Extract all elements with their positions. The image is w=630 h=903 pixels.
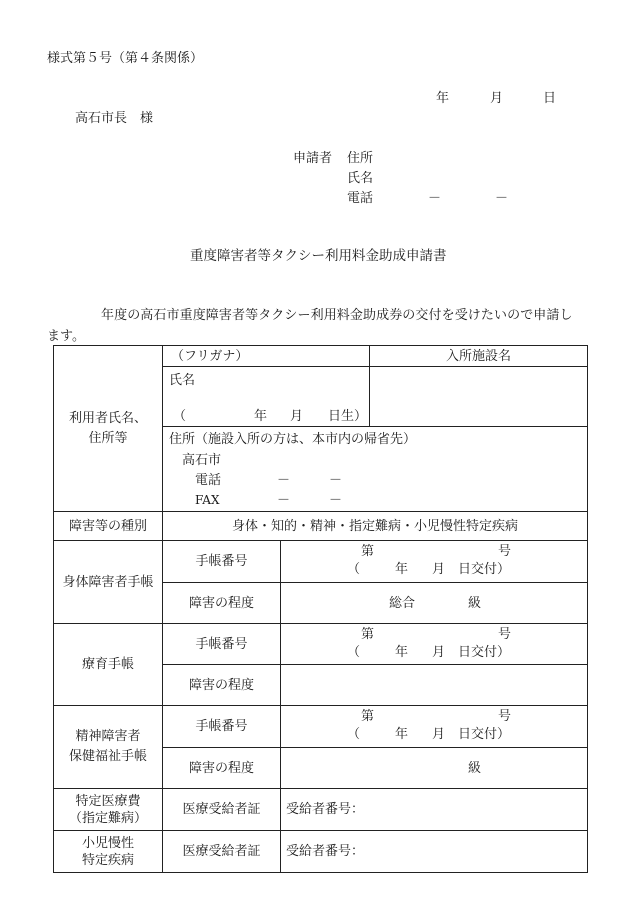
- table-row: [54, 831, 588, 873]
- pediatric-cert-label: 医療受給者証: [163, 831, 281, 873]
- document-title: 重度障害者等タクシー利用料金助成申請書: [190, 248, 447, 264]
- physical-year: 年: [395, 562, 409, 577]
- table-row: [54, 624, 588, 665]
- table-row: [54, 541, 588, 583]
- date-year-label: 年: [436, 91, 450, 106]
- mental-degree-field[interactable]: [281, 748, 588, 789]
- ryoiku-degree-field[interactable]: [281, 665, 588, 706]
- pediatric-field[interactable]: [281, 831, 588, 873]
- birth-day-label: 日生）: [328, 409, 368, 424]
- mental-dai: 第: [361, 709, 375, 724]
- user-label-line-2: 住所等: [88, 430, 128, 446]
- ryoiku-handbook-label: 療育手帳: [54, 624, 163, 706]
- table-row: [54, 706, 588, 748]
- mental-number-field[interactable]: [281, 706, 588, 748]
- pediatric-line-1: 小児慢性: [81, 835, 134, 851]
- facility-name-field[interactable]: [370, 367, 588, 427]
- mental-label-line-2: 保健福祉手帳: [68, 749, 147, 764]
- physical-dai: 第: [361, 544, 375, 559]
- user-fax-label: FAX: [195, 493, 220, 507]
- physical-issued: 日交付）: [458, 562, 511, 577]
- birth-year-label: 年: [254, 409, 268, 424]
- ryoiku-dai: 第: [361, 627, 375, 642]
- mental-label-line-1: 精神障害者: [75, 729, 141, 744]
- birth-open-paren: （: [173, 409, 187, 424]
- physical-go: 号: [498, 544, 512, 559]
- specific-medical-cert-label: 医療受給者証: [163, 789, 281, 831]
- facility-name-header: 入所施設名: [370, 346, 588, 367]
- applicant-phone-label: 電話: [347, 191, 374, 206]
- addressee: 高石市長 様: [75, 111, 154, 126]
- table-row: [54, 346, 588, 367]
- pediatric-recipient-label: 受給者番号：: [286, 844, 365, 859]
- ryoiku-year: 年: [395, 645, 409, 660]
- application-table: [53, 345, 588, 873]
- furigana-label: （フリガナ）: [171, 348, 249, 364]
- intro-line-2: ます。: [47, 329, 85, 344]
- specific-medical-line-1: 特定医療費: [75, 793, 141, 809]
- user-label-line-1: 利用者氏名、: [68, 410, 147, 426]
- birth-month-label: 月: [290, 409, 304, 424]
- user-fax-dash-2: －: [329, 493, 343, 508]
- applicant-name-label: 氏名: [347, 171, 374, 186]
- ryoiku-month: 月: [432, 645, 446, 660]
- physical-kyu: 級: [468, 596, 482, 611]
- user-address-cell[interactable]: [163, 427, 588, 512]
- date-month-label: 月: [490, 91, 504, 106]
- ryoiku-number-field[interactable]: [281, 624, 588, 665]
- phone-dash-1: －: [428, 191, 442, 206]
- mental-month: 月: [432, 727, 446, 742]
- mental-degree-label: 障害の程度: [163, 748, 281, 789]
- specific-medical-label-cell: [54, 789, 163, 831]
- physical-number-field[interactable]: [281, 541, 588, 583]
- ryoiku-number-label: 手帳番号: [163, 624, 281, 665]
- physical-degree-label: 障害の程度: [163, 583, 281, 624]
- table-row: [54, 789, 588, 831]
- mental-year: 年: [395, 727, 409, 742]
- furigana-cell[interactable]: [163, 346, 370, 367]
- address-label: 住所（施設入所の方は、本市内の帰省先）: [169, 432, 417, 447]
- user-phone-label: 電話: [195, 473, 222, 488]
- mental-kyu: 級: [468, 761, 482, 776]
- ryoiku-open-paren: （: [347, 645, 361, 660]
- mental-go: 号: [498, 709, 512, 724]
- specific-medical-line-2: （指定難病）: [68, 810, 147, 826]
- physical-number-label: 手帳番号: [163, 541, 281, 583]
- physical-handbook-label: 身体障害者手帳: [54, 541, 163, 624]
- specific-medical-field[interactable]: [281, 789, 588, 831]
- form-number: 様式第５号（第４条関係）: [47, 51, 204, 66]
- ryoiku-issued: 日交付）: [458, 645, 511, 660]
- applicant-address-label: 住所: [347, 151, 374, 166]
- disability-type-label: 障害等の種別: [54, 512, 163, 541]
- mental-issued: 日交付）: [458, 727, 511, 742]
- physical-month: 月: [432, 562, 446, 577]
- specific-medical-recipient-label: 受給者番号：: [286, 802, 365, 817]
- pediatric-label-cell: [54, 831, 163, 873]
- physical-open-paren: （: [347, 562, 361, 577]
- mental-handbook-label-cell: [54, 706, 163, 789]
- physical-sogo: 総合: [389, 596, 416, 611]
- ryoiku-degree-label: 障害の程度: [163, 665, 281, 706]
- ryoiku-go: 号: [498, 627, 512, 642]
- intro-line-1: 年度の高石市重度障害者等タクシー利用料金助成券の交付を受けたいので申請し: [101, 308, 573, 323]
- user-fax-dash-1: －: [277, 493, 291, 508]
- pediatric-line-2: 特定疾病: [81, 852, 134, 868]
- user-phone-dash-2: －: [329, 473, 343, 488]
- user-phone-dash-1: －: [277, 473, 291, 488]
- mental-number-label: 手帳番号: [163, 706, 281, 748]
- date-day-label: 日: [543, 91, 557, 106]
- phone-dash-2: －: [495, 191, 509, 206]
- table-row: [54, 512, 588, 541]
- user-name-cell[interactable]: [163, 367, 370, 427]
- disability-type-options[interactable]: 身体・知的・精神・指定難病・小児慢性特定疾病: [163, 512, 588, 541]
- physical-degree-field[interactable]: [281, 583, 588, 624]
- user-label-cell: [54, 346, 163, 512]
- applicant-label: 申請者: [293, 151, 333, 166]
- mental-open-paren: （: [347, 727, 361, 742]
- user-name-label: 氏名: [169, 373, 196, 388]
- city-label: 高石市: [182, 453, 222, 468]
